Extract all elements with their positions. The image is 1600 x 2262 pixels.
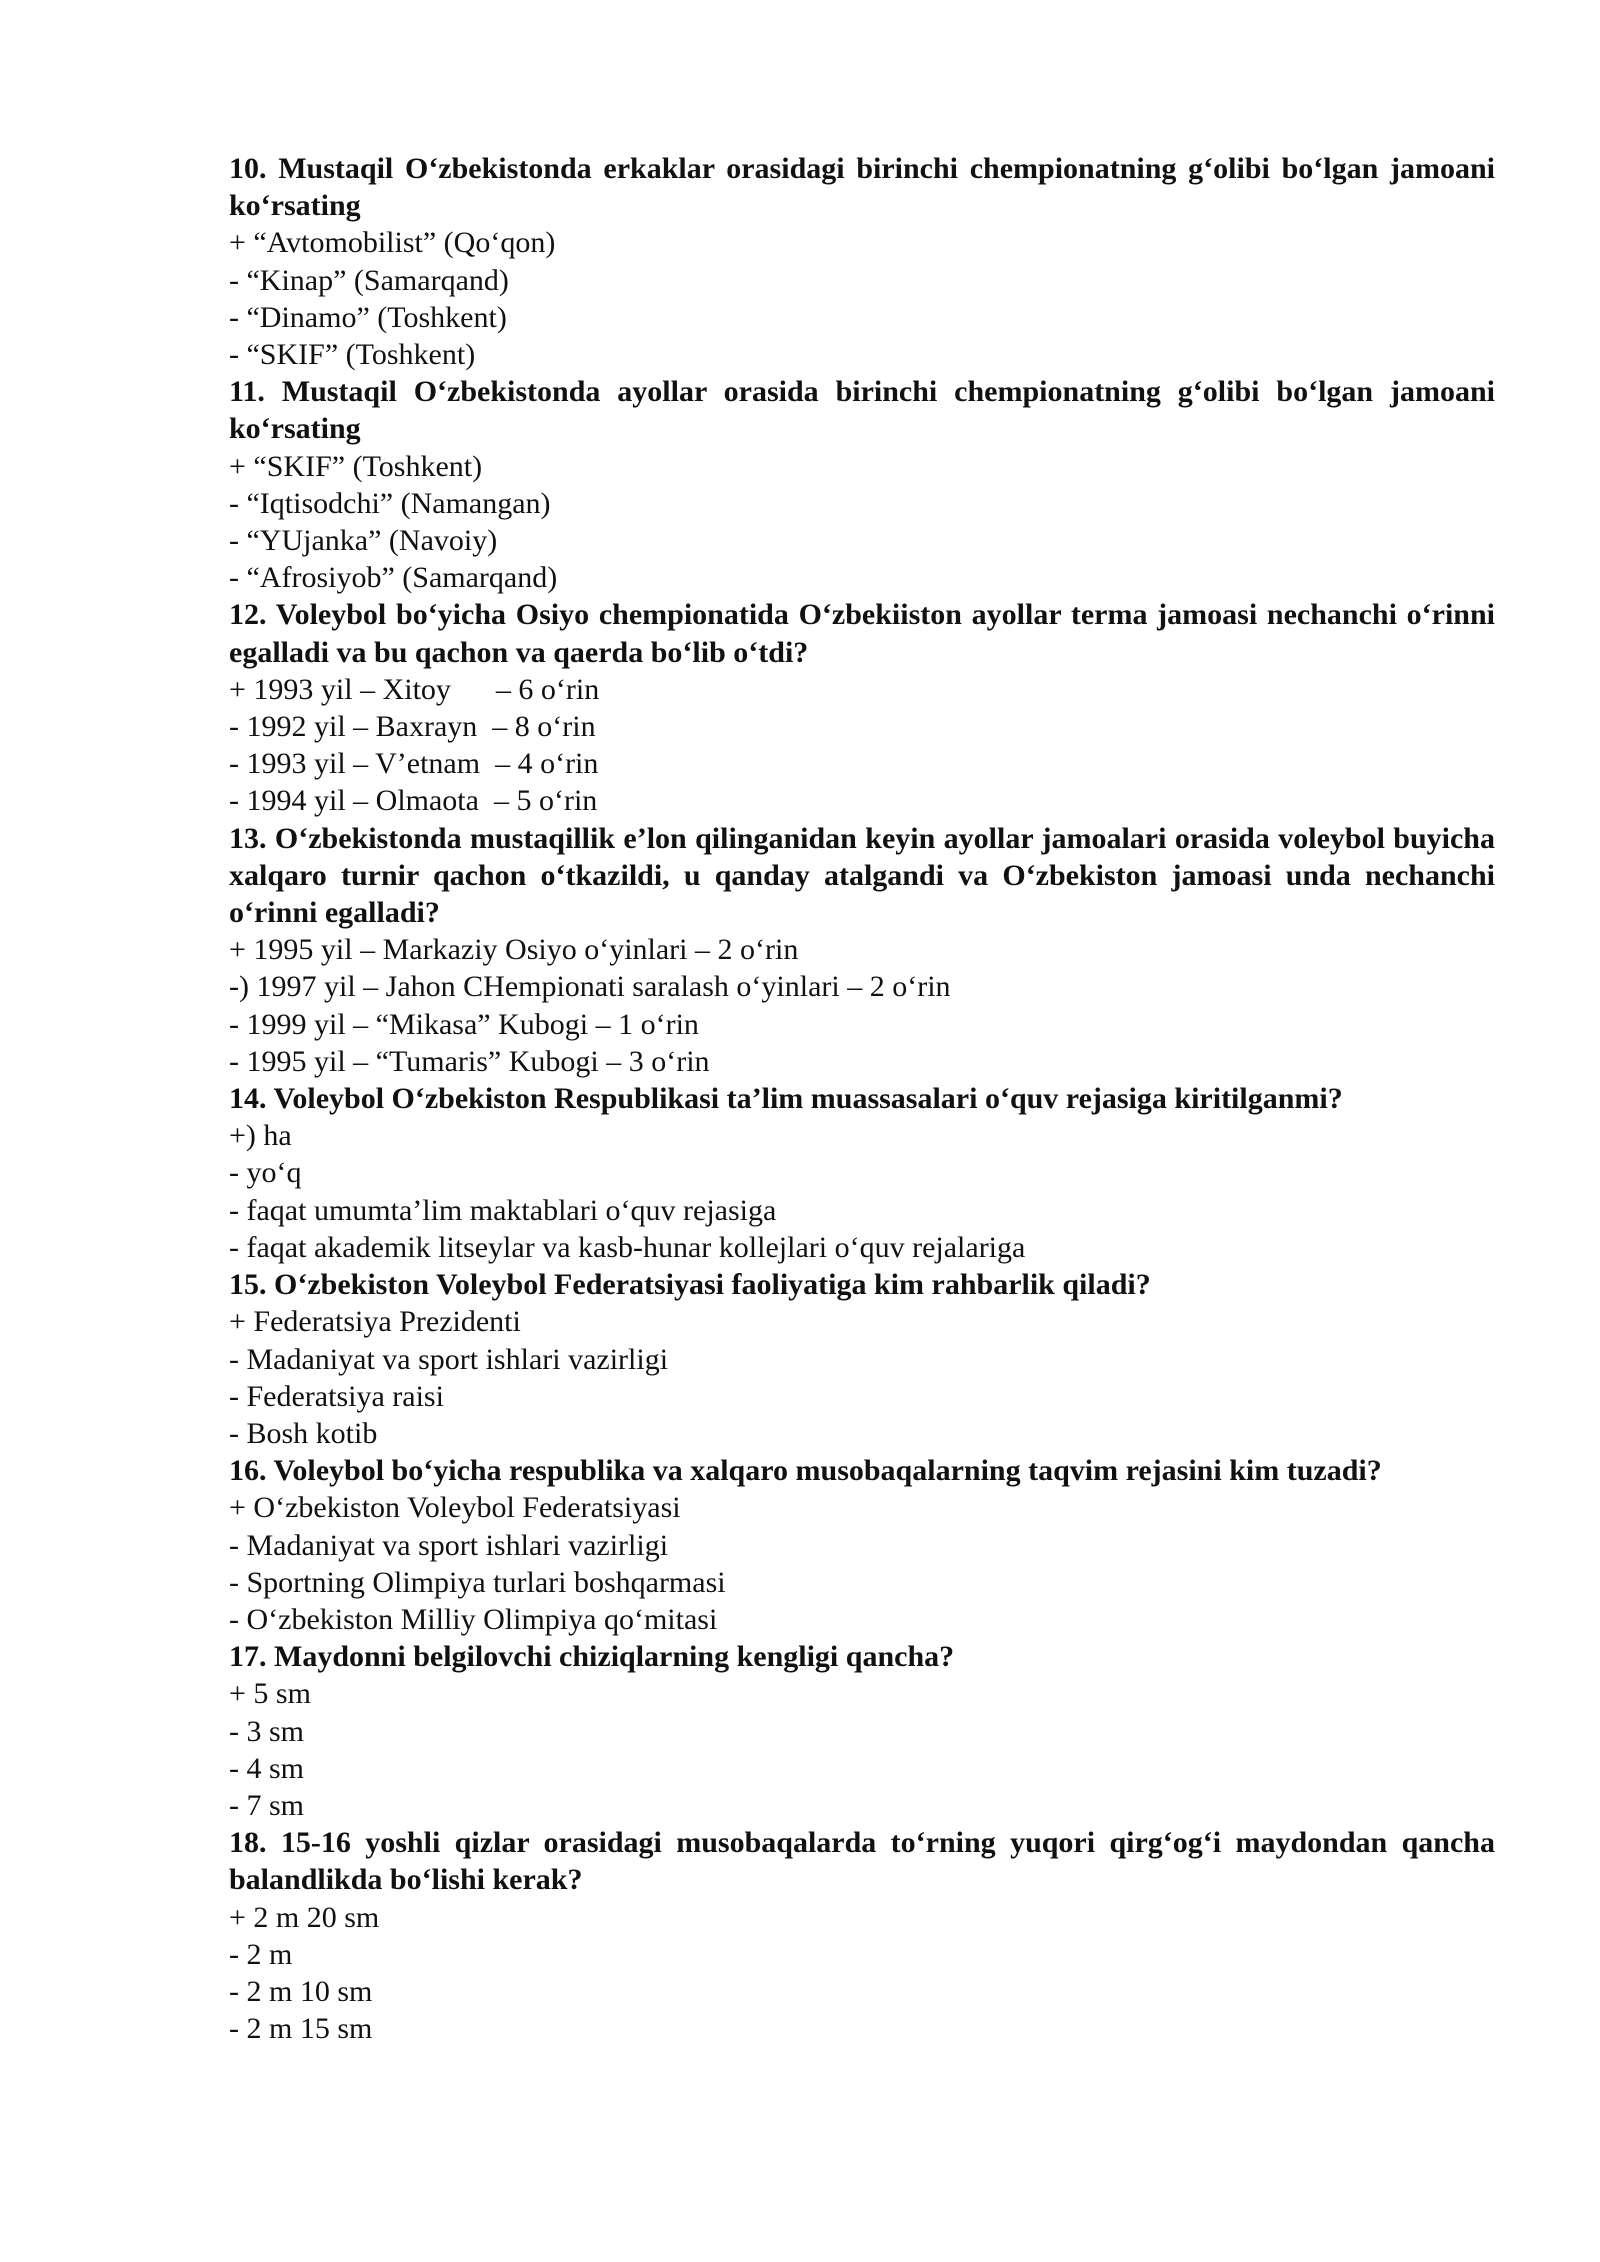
answer-option: + 1993 yil – Xitoy – 6 o‘rin: [229, 672, 600, 706]
question-text: 15. O‘zbekiston Voleybol Federatsiyasi faoliyatiga kim rahbarlik qiladi?: [229, 1268, 1151, 1302]
answer-option: - 7 sm: [229, 1788, 304, 1822]
answer-option: - faqat umumta’lim maktablari o‘quv rejasiga: [229, 1193, 777, 1227]
answer-option: - “YUjanka” (Navoiy): [229, 524, 498, 558]
answer-option: - “Afrosiyob” (Samarqand): [229, 561, 558, 595]
question-text: 14. Voleybol O‘zbekiston Respublikasi ta’lim muassasalari o‘quv rejasiga kiritilganmi?: [229, 1082, 1343, 1116]
answer-option: - 1993 yil – V’etnam – 4 o‘rin: [229, 747, 599, 781]
question-text: 10. Mustaqil O‘zbekistonda erkaklar orasidagi birinchi chempionatning g‘olibi bo‘lgan jamoani ko‘rsating: [229, 152, 1495, 223]
answer-option: - 1995 yil – “Tumaris” Kubogi – 3 o‘rin: [229, 1044, 710, 1078]
answer-option: - 2 m 15 sm: [229, 2012, 373, 2046]
question-text: 16. Voleybol bo‘yicha respublika va xalqaro musobaqalarning taqvim rejasini kim tuzadi?: [229, 1454, 1382, 1488]
answer-option: - “Kinap” (Samarqand): [229, 263, 509, 297]
answer-option: - 2 m 10 sm: [229, 1974, 373, 2008]
answer-option: - Federatsiya raisi: [229, 1379, 444, 1413]
answer-option: - 3 sm: [229, 1714, 304, 1748]
document-page: [229, 150, 1495, 2047]
question-text: 13. O‘zbekistonda mustaqillik e’lon qilinganidan keyin ayollar jamoalari orasida voleybol buyicha xalqaro turnir qachon o‘tkazildi, u qanday atalgandi va O‘zbekiston jamoasi unda nechanchi o‘rinni egalladi?: [229, 821, 1495, 930]
question-block: [229, 596, 1495, 819]
answer-option: - Madaniyat va sport ishlari vazirligi: [229, 1528, 669, 1562]
answer-option: - “SKIF” (Toshkent): [229, 338, 476, 372]
question-block: [229, 820, 1495, 1080]
answer-option: + “Avtomobilist” (Qo‘qon): [229, 226, 556, 260]
question-block: [229, 1452, 1495, 1638]
question-text: 18. 15-16 yoshli qizlar orasidagi musobaqalarda to‘rning yuqori qirg‘og‘i maydondan qancha balandlikda bo‘lishi kerak?: [229, 1826, 1495, 1897]
answer-option: - 1994 yil – Olmaota – 5 o‘rin: [229, 784, 598, 818]
answer-option: - “Dinamo” (Toshkent): [229, 300, 507, 334]
answer-option: + 5 sm: [229, 1677, 311, 1711]
question-text: 11. Mustaqil O‘zbekistonda ayollar orasida birinchi chempionatning g‘olibi bo‘lgan jamoani ko‘rsating: [229, 375, 1495, 446]
answer-option: - O‘zbekiston Milliy Olimpiya qo‘mitasi: [229, 1602, 718, 1636]
answer-option: - Sportning Olimpiya turlari boshqarmasi: [229, 1565, 726, 1599]
answer-option: +) ha: [229, 1119, 292, 1153]
answer-option: + Federatsiya Prezidenti: [229, 1305, 521, 1339]
answer-option: - 4 sm: [229, 1751, 304, 1785]
question-text: 12. Voleybol bo‘yicha Osiyo chempionatida O‘zbekiiston ayollar terma jamoasi nechanchi o‘rinni egalladi va bu qachon va qaerda bo‘lib o‘tdi?: [229, 598, 1495, 669]
answer-option: - Bosh kotib: [229, 1416, 378, 1450]
answer-option: - Madaniyat va sport ishlari vazirligi: [229, 1342, 669, 1376]
answer-option: + O‘zbekiston Voleybol Federatsiyasi: [229, 1491, 681, 1525]
answer-option: - yo‘q: [229, 1156, 302, 1190]
answer-option: - faqat akademik litseylar va kasb-hunar kollejlari o‘quv rejalariga: [229, 1230, 1026, 1264]
answer-option: -) 1997 yil – Jahon CHempionati saralash o‘yinlari – 2 o‘rin: [229, 970, 951, 1004]
answer-option: + 2 m 20 sm: [229, 1900, 380, 1934]
question-block: [229, 1080, 1495, 1266]
answer-option: + 1995 yil – Markaziy Osiyo o‘yinlari – 2 o‘rin: [229, 933, 799, 967]
question-block: [229, 373, 1495, 596]
question-block: [229, 150, 1495, 373]
question-text: 17. Maydonni belgilovchi chiziqlarning kengligi qancha?: [229, 1640, 955, 1674]
question-block: [229, 1824, 1495, 2047]
answer-option: - 1999 yil – “Mikasa” Kubogi – 1 o‘rin: [229, 1007, 699, 1041]
question-block: [229, 1266, 1495, 1452]
answer-option: - 1992 yil – Baxrayn – 8 o‘rin: [229, 710, 596, 744]
answer-option: - 2 m: [229, 1937, 293, 1971]
answer-option: + “SKIF” (Toshkent): [229, 449, 483, 483]
question-block: [229, 1638, 1495, 1824]
answer-option: - “Iqtisodchi” (Namangan): [229, 486, 551, 520]
